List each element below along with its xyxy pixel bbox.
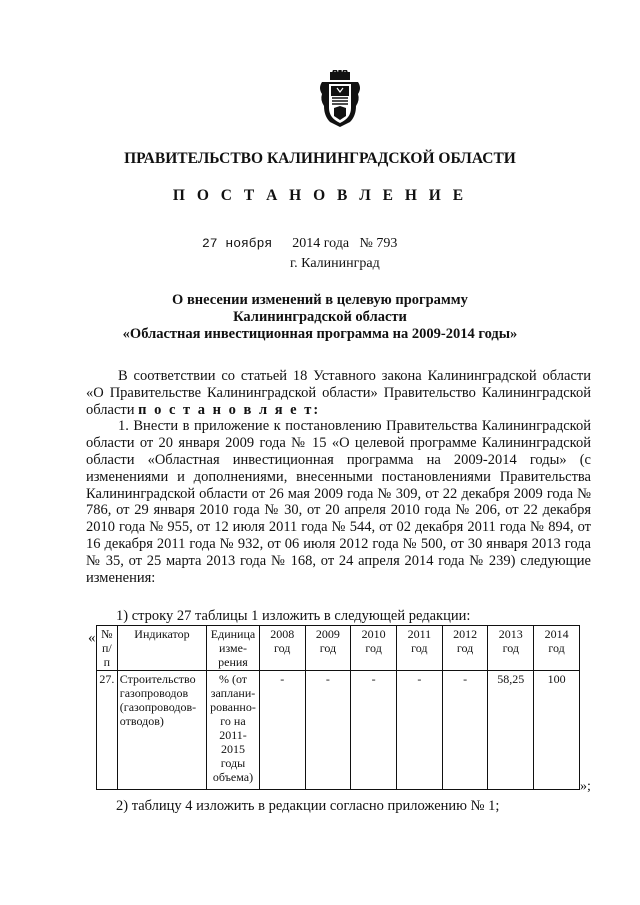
document-number: № 793 <box>359 236 398 251</box>
header-cell: 2014 год <box>534 626 580 671</box>
sub-item-2: 2) таблицу 4 изложить в редакции согласно приложению № 1; <box>116 798 500 814</box>
header-cell: 2011 год <box>396 626 442 671</box>
document-body <box>86 368 591 586</box>
quote-close: »; <box>580 779 591 794</box>
header-cell: Индикатор <box>117 626 206 671</box>
header-cell: 2013 год <box>488 626 534 671</box>
decree-word: п о с т а н о в л я е т: <box>138 401 321 418</box>
table-cell: - <box>442 671 488 790</box>
table-header-row <box>97 626 580 671</box>
indicator-table <box>96 625 580 790</box>
sub-item-1: 1) строку 27 таблицы 1 изложить в следующей редакции: <box>116 608 471 624</box>
table-cell: 58,25 <box>488 671 534 790</box>
document-date: 27 ноября <box>202 236 273 251</box>
document-city: г. Калининград <box>290 256 380 271</box>
intro-paragraph <box>86 368 591 418</box>
document-title <box>0 292 640 343</box>
kaliningrad-coat-of-arms-icon <box>316 70 364 128</box>
table-cell: Строительство газопроводов (газопроводов-отводов) <box>117 671 206 790</box>
document-year: 2014 года <box>292 236 350 251</box>
header-cell: 2010 год <box>351 626 397 671</box>
document-date-line <box>202 236 397 252</box>
point-1-paragraph: 1. Внести в приложение к постановлению Правительства Калининградской области от 20 января 2009 года № 15 «О целевой программе Калининградской области «Областная инвестиционная программа на 2009-2014 годы» (с изменениями и дополнениями, внесенными постановлениями Правительства Калининградской области от 26 мая 2009 года № 309, от 22 декабря 2009 года № 786, от 29 января 2010 года № 30, от 20 апреля 2010 года № 206, от 22 декабря 2010 года № 955, от 12 июля 2011 года № 544, от 02 декабря 2011 года № 894, от 16 декабря 2011 года № 932, от 06 июля 2012 года № 500, от 30 января 2013 года № 35, от 25 марта 2013 года № 168, от 24 апреля 2014 года № 239) следующие изменения: <box>86 418 591 586</box>
quote-open: « <box>88 630 96 646</box>
header-cell: 2008 год <box>259 626 305 671</box>
title-line-1: О внесении изменений в целевую программу <box>172 292 468 308</box>
table-cell: - <box>396 671 442 790</box>
table-cell: - <box>351 671 397 790</box>
table-row <box>97 671 580 790</box>
title-line-2: Калининградской области <box>233 309 407 325</box>
organization-name: ПРАВИТЕЛЬСТВО КАЛИНИНГРАДСКОЙ ОБЛАСТИ <box>124 150 516 167</box>
header-cell: № п/п <box>97 626 118 671</box>
intro-text: В соответствии со статьей 18 Уставного закона Калининградской области «О Правительстве Калининградской области» Правительство Калининградской области <box>86 368 591 418</box>
table-cell: % (от заплани-рованно-го на 2011-2015 годы объема) <box>207 671 260 790</box>
table-cell: - <box>305 671 351 790</box>
table-cell: - <box>259 671 305 790</box>
header-cell: Единица изме-рения <box>207 626 260 671</box>
title-line-3: «Областная инвестиционная программа на 2009-2014 годы» <box>122 326 518 342</box>
header-cell: 2009 год <box>305 626 351 671</box>
header-cell: 2012 год <box>442 626 488 671</box>
table-cell: 27. <box>97 671 118 790</box>
document-type: П О С Т А Н О В Л Е Н И Е <box>172 187 468 204</box>
table-cell: 100 <box>534 671 580 790</box>
